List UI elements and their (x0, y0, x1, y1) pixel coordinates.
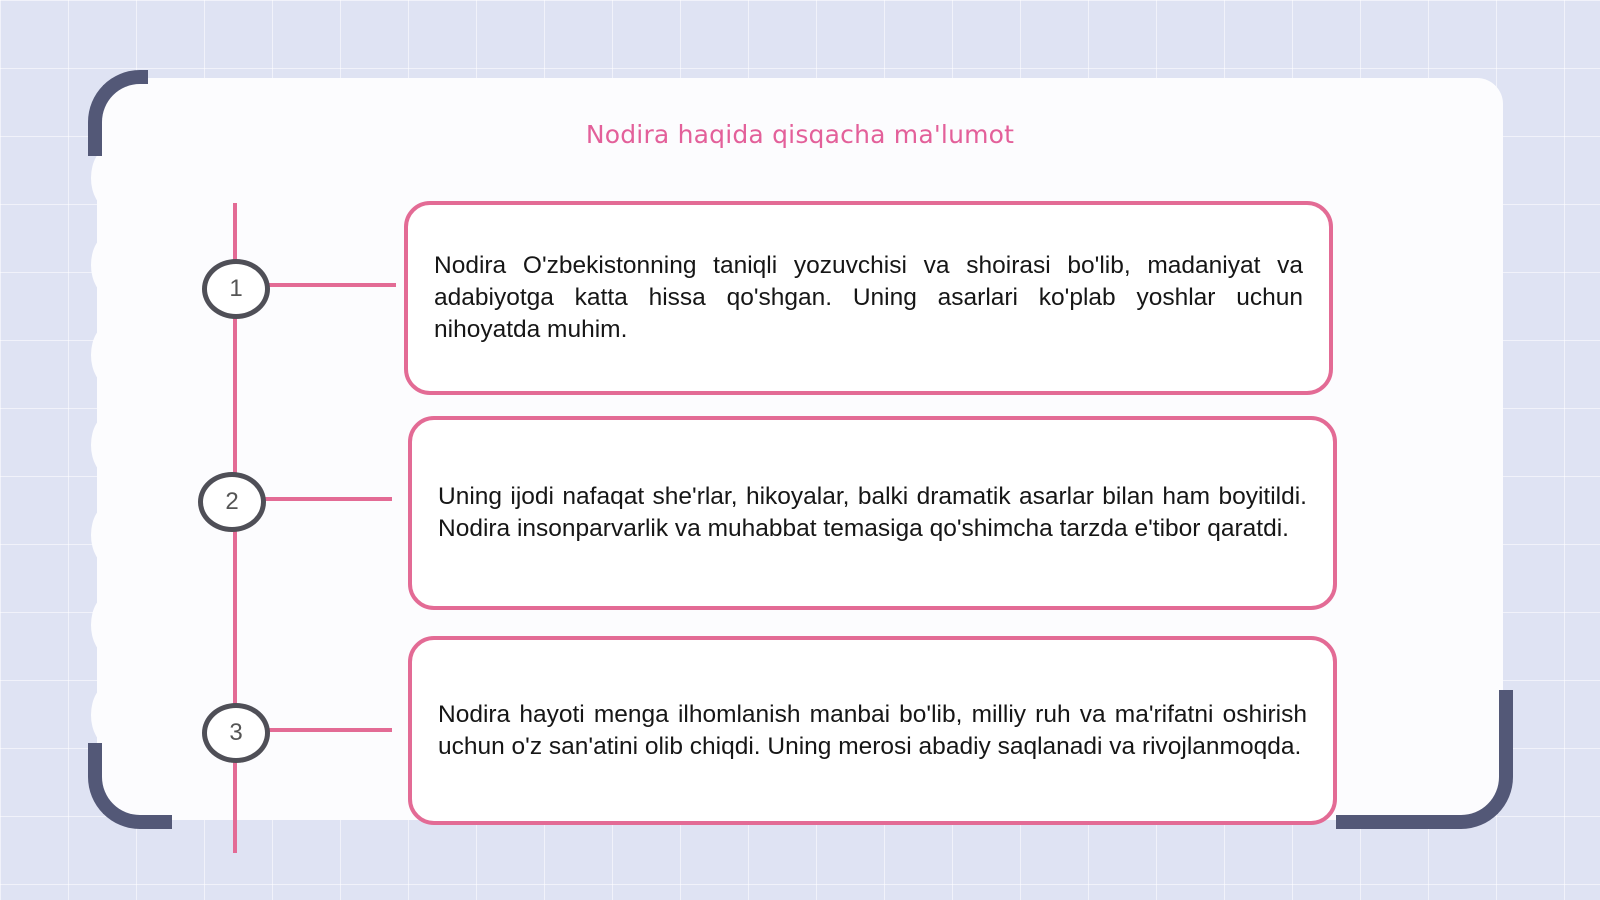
info-box-2 (408, 416, 1337, 610)
step-number-2: 2 (198, 472, 266, 532)
card-edge-scallop (91, 148, 127, 208)
step-number-3: 3 (202, 703, 270, 763)
info-box-1 (404, 201, 1333, 395)
card-edge-scallop (91, 415, 127, 475)
card-edge-scallop (91, 595, 127, 655)
timeline-connector-1 (266, 283, 396, 287)
card-edge-scallop (91, 685, 127, 745)
info-text-2: Uning ijodi nafaqat she'rlar, hikoyalar, balki dramatik asarlar bilan ham boyitildi. Nodira insonparvarlik va muhabbat temasiga qo'shimcha tarzda e'tibor qaratdi. (438, 483, 1307, 542)
card-edge-scallop (91, 325, 127, 385)
card-edge-scallop (91, 505, 127, 565)
info-text-3: Nodira hayoti menga ilhomlanish manbai bo'lib, milliy ruh va ma'rifatni oshirish uchun o'z san'atini olib chiqdi. Uning merosi abadiy saqlanadi va rivojlanmoqda. (438, 700, 1307, 760)
timeline-connector-3 (266, 728, 392, 732)
timeline-connector-2 (262, 497, 392, 501)
info-box-3 (408, 636, 1337, 825)
slide-title: Nodira haqida qisqacha ma'lumot (585, 120, 1015, 149)
info-text-1: Nodira O'zbekistonning taniqli yozuvchisi va shoirasi bo'lib, madaniyat va adabiyotga katta hissa qo'shgan. Uning asarlari ko'plab yoshlar uchun nihoyatda muhim. (434, 252, 1303, 343)
card-edge-scallop (91, 235, 127, 295)
corner-bracket-bottom-left (88, 743, 172, 829)
corner-bracket-bottom-right (1336, 690, 1513, 829)
step-number-1: 1 (202, 259, 270, 319)
